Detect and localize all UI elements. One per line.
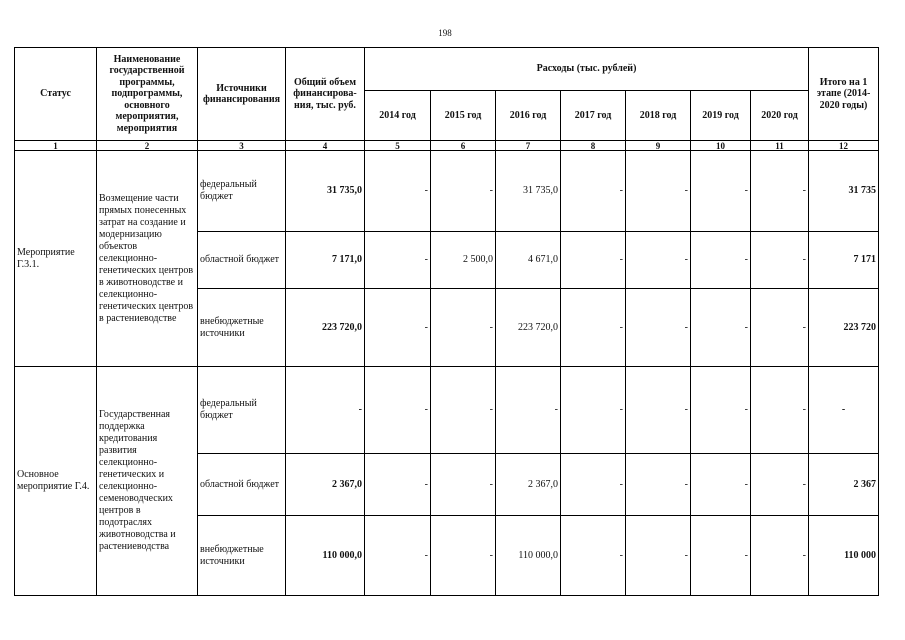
- source-cell: федеральный бюджет: [198, 367, 286, 454]
- column-number: 2: [97, 141, 198, 151]
- year-2014-cell: -: [365, 516, 431, 596]
- header-status: Статус: [15, 48, 97, 141]
- year-2015-cell: -: [431, 151, 496, 232]
- year-2019-cell: -: [691, 289, 751, 367]
- year-2019-cell: -: [691, 232, 751, 289]
- year-2014-cell: -: [365, 151, 431, 232]
- total-volume-cell: 2 367,0: [286, 454, 365, 516]
- page-number: 198: [438, 28, 452, 38]
- year-2015-cell: -: [431, 289, 496, 367]
- total-volume-cell: 7 171,0: [286, 232, 365, 289]
- year-2018-cell: -: [626, 516, 691, 596]
- year-2015-cell: -: [431, 516, 496, 596]
- year-2020-cell: -: [751, 454, 809, 516]
- header-year-2018: 2018 год: [626, 91, 691, 141]
- header-year-2014: 2014 год: [365, 91, 431, 141]
- status-cell: Основное мероприятие Г.4.: [15, 367, 97, 596]
- header-sources: Источники финансирования: [198, 48, 286, 141]
- table-row: [15, 367, 879, 454]
- stage-total-cell: 7 171: [809, 232, 879, 289]
- header-year-2019: 2019 год: [691, 91, 751, 141]
- source-cell: внебюджетные источники: [198, 289, 286, 367]
- year-2017-cell: -: [561, 289, 626, 367]
- column-number: 9: [626, 141, 691, 151]
- year-2016-cell: -: [496, 367, 561, 454]
- column-number: 5: [365, 141, 431, 151]
- header-year-2020: 2020 год: [751, 91, 809, 141]
- year-2014-cell: -: [365, 289, 431, 367]
- year-2019-cell: -: [691, 151, 751, 232]
- stage-total-cell: 110 000: [809, 516, 879, 596]
- header-year-2017: 2017 год: [561, 91, 626, 141]
- column-number: 8: [561, 141, 626, 151]
- year-2020-cell: -: [751, 232, 809, 289]
- year-2015-cell: -: [431, 367, 496, 454]
- total-volume-cell: 223 720,0: [286, 289, 365, 367]
- year-2018-cell: -: [626, 289, 691, 367]
- stage-total-cell: -: [809, 367, 879, 454]
- year-2020-cell: -: [751, 516, 809, 596]
- year-2020-cell: -: [751, 367, 809, 454]
- year-2018-cell: -: [626, 454, 691, 516]
- status-cell: Мероприятие Г.3.1.: [15, 151, 97, 367]
- year-2018-cell: -: [626, 232, 691, 289]
- year-2020-cell: -: [751, 289, 809, 367]
- year-2019-cell: -: [691, 367, 751, 454]
- stage-total-cell: 31 735: [809, 151, 879, 232]
- column-number: 10: [691, 141, 751, 151]
- stage-total-cell: 223 720: [809, 289, 879, 367]
- year-2017-cell: -: [561, 232, 626, 289]
- year-2017-cell: -: [561, 151, 626, 232]
- source-cell: внебюджетные источники: [198, 516, 286, 596]
- total-volume-cell: 31 735,0: [286, 151, 365, 232]
- name-cell: Государственная поддержка кредитования развития селекционно-генетических и селекционно-семеноводческих центров в подотраслях животноводства и растениеводства: [97, 367, 198, 596]
- year-2015-cell: 2 500,0: [431, 232, 496, 289]
- source-cell: областной бюджет: [198, 232, 286, 289]
- header-stage-total: Итого на 1 этапе (2014-2020 годы): [809, 48, 879, 141]
- column-number: 3: [198, 141, 286, 151]
- year-2020-cell: -: [751, 151, 809, 232]
- column-number: 6: [431, 141, 496, 151]
- total-volume-cell: 110 000,0: [286, 516, 365, 596]
- year-2014-cell: -: [365, 367, 431, 454]
- year-2014-cell: -: [365, 232, 431, 289]
- year-2015-cell: -: [431, 454, 496, 516]
- header-name: Наименование государственной программы, подпрограммы, основного мероприятия, мероприятия: [97, 48, 198, 141]
- column-number: 12: [809, 141, 879, 151]
- year-2016-cell: 31 735,0: [496, 151, 561, 232]
- header-year-2016: 2016 год: [496, 91, 561, 141]
- total-volume-cell: -: [286, 367, 365, 454]
- header-expenses: Расходы (тыс. рублей): [365, 48, 809, 91]
- year-2016-cell: 110 000,0: [496, 516, 561, 596]
- stage-total-cell: 2 367: [809, 454, 879, 516]
- year-2017-cell: -: [561, 454, 626, 516]
- year-2014-cell: -: [365, 454, 431, 516]
- year-2017-cell: -: [561, 367, 626, 454]
- year-2016-cell: 223 720,0: [496, 289, 561, 367]
- year-2016-cell: 2 367,0: [496, 454, 561, 516]
- column-number: 11: [751, 141, 809, 151]
- header-year-2015: 2015 год: [431, 91, 496, 141]
- funding-table: [14, 47, 879, 596]
- year-2018-cell: -: [626, 151, 691, 232]
- table-row: [15, 151, 879, 232]
- name-cell: Возмещение части прямых понесенных затрат на создание и модернизацию объектов селекционно-генетических центров в животноводстве и селекционно-генетических центров в растениеводстве: [97, 151, 198, 367]
- year-2018-cell: -: [626, 367, 691, 454]
- year-2019-cell: -: [691, 454, 751, 516]
- column-number: 1: [15, 141, 97, 151]
- column-number: 4: [286, 141, 365, 151]
- source-cell: областной бюджет: [198, 454, 286, 516]
- source-cell: федеральный бюджет: [198, 151, 286, 232]
- year-2016-cell: 4 671,0: [496, 232, 561, 289]
- column-number: 7: [496, 141, 561, 151]
- year-2017-cell: -: [561, 516, 626, 596]
- header-total-volume: Общий объем финансирова-ния, тыс. руб.: [286, 48, 365, 141]
- year-2019-cell: -: [691, 516, 751, 596]
